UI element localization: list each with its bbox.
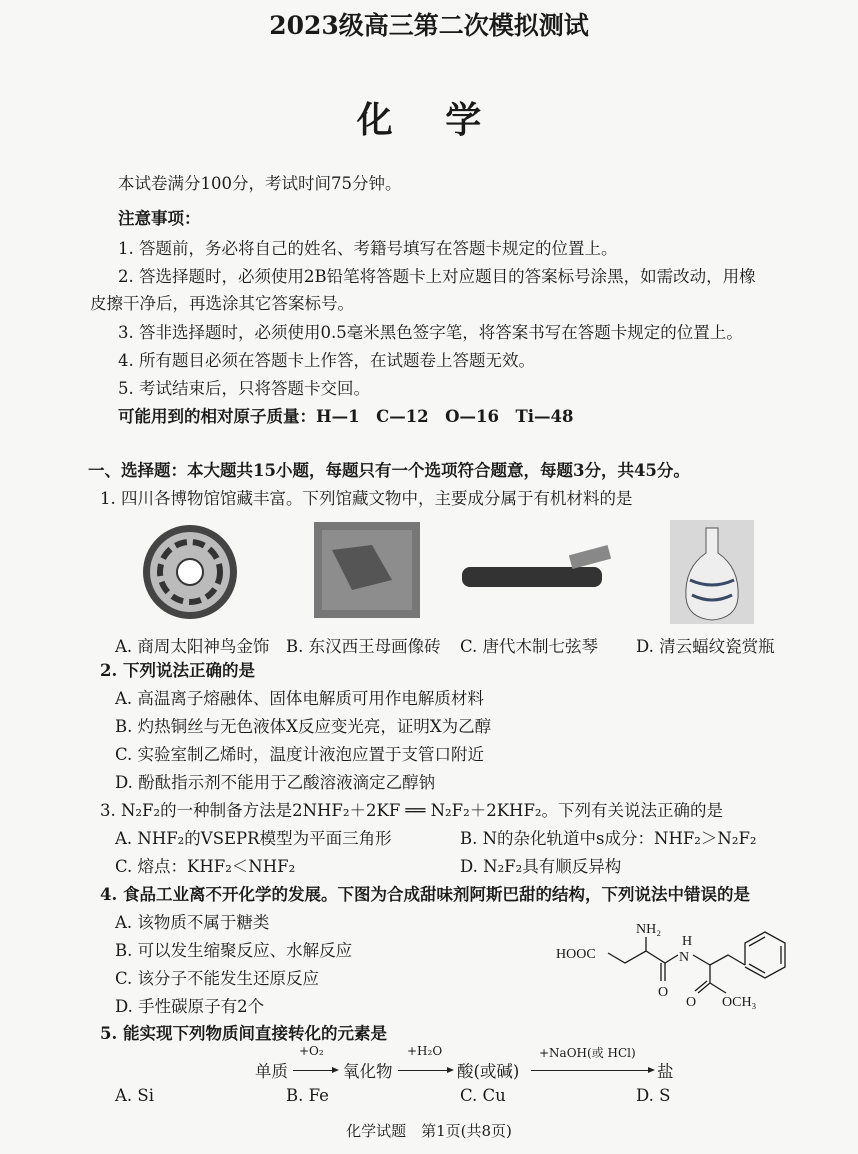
question-stem: 5. 能实现下列物质间直接转化的元素是 bbox=[100, 1024, 387, 1043]
chain-reagent: +H₂O bbox=[407, 1044, 443, 1058]
chain-reagent: +O₂ bbox=[299, 1044, 324, 1058]
option: C. 该分子不能发生还原反应 bbox=[115, 969, 320, 988]
option: B. 可以发生缩聚反应、水解反应 bbox=[115, 941, 353, 960]
option: C. 实验室制乙烯时，温度计液泡应置于支管口附近 bbox=[115, 745, 485, 764]
chain-substance: 氧化物 bbox=[343, 1062, 393, 1081]
option: D. 手性碳原子有2个 bbox=[115, 997, 265, 1016]
note-item: 5. 考试结束后，只将答题卡交回。 bbox=[118, 379, 370, 398]
arrow-icon bbox=[398, 1070, 452, 1071]
page-footer: 化学试题 第1页(共8页) bbox=[346, 1122, 512, 1140]
aspartame-structure bbox=[550, 915, 810, 1025]
sun-bird-gold-image bbox=[140, 522, 240, 622]
option: A. 该物质不属于糖类 bbox=[115, 913, 270, 932]
option: D. S bbox=[636, 1086, 671, 1105]
intro-text: 本试卷满分100分，考试时间75分钟。 bbox=[118, 174, 402, 193]
option: D. N₂F₂具有顺反异构 bbox=[460, 857, 622, 876]
stone-brick-image bbox=[312, 520, 424, 620]
option: D. 酚酞指示剂不能用于乙酸溶液滴定乙醇钠 bbox=[115, 773, 436, 792]
arrow-icon bbox=[293, 1070, 337, 1071]
question-stem: 1. 四川各博物馆馆藏丰富。下列馆藏文物中，主要成分属于有机材料的是 bbox=[100, 489, 633, 508]
option: B. N的杂化轨道中s成分：NHF₂＞N₂F₂ bbox=[460, 829, 757, 848]
exam-title: 2023级高三第二次模拟测试 bbox=[269, 11, 589, 40]
note-item: 4. 所有题目必须在答题卡上作答，在试题卷上答题无效。 bbox=[118, 351, 535, 370]
note-item: 皮擦干净后，再选涂其它答案标号。 bbox=[90, 294, 354, 313]
option: B. 灼热铜丝与无色液体X反应变光亮，证明X为乙醇 bbox=[115, 717, 492, 736]
subject-title: 化 学 bbox=[356, 99, 502, 141]
option: D. 清云蝠纹瓷赏瓶 bbox=[636, 637, 775, 656]
note-item: 1. 答题前，务必将自己的姓名、考籍号填写在答题卡规定的位置上。 bbox=[118, 239, 618, 258]
option: B. Fe bbox=[286, 1086, 329, 1105]
structure-label: O bbox=[686, 995, 697, 1010]
option: C. 熔点：KHF₂＜NHF₂ bbox=[115, 857, 296, 876]
chain-substance: 单质 bbox=[255, 1062, 288, 1081]
option: B. 东汉西王母画像砖 bbox=[286, 637, 441, 656]
note-item: 2. 答选择题时，必须使用2B铅笔将答题卡上对应题目的答案标号涂黑，如需改动，用橡 bbox=[118, 267, 756, 286]
option: A. NHF₂的VSEPR模型为平面三角形 bbox=[115, 829, 392, 848]
question-stem: 3. N₂F₂的一种制备方法是2NHF₂＋2KF ══ N₂F₂＋2KHF₂。下列有关说法正确的是 bbox=[100, 801, 724, 820]
chain-substance: 盐 bbox=[657, 1062, 674, 1081]
option: A. 商周太阳神鸟金饰 bbox=[115, 637, 270, 656]
guqin-image bbox=[460, 545, 615, 595]
option: C. Cu bbox=[460, 1086, 506, 1105]
structure-label: HOOC bbox=[556, 947, 596, 962]
chain-reagent: +NaOH(或 HCl) bbox=[539, 1046, 636, 1060]
note-item: 3. 答非选择题时，必须使用0.5毫米黑色签字笔，将答案书写在答题卡规定的位置上。 bbox=[118, 323, 743, 342]
section-heading: 一、选择题：本大题共15小题，每题只有一个选项符合题意，每题3分，共45分。 bbox=[88, 461, 690, 480]
option: A. Si bbox=[115, 1086, 154, 1105]
structure-label: O bbox=[658, 985, 669, 1000]
structure-label: NH₂ bbox=[636, 922, 662, 937]
structure-label: N bbox=[679, 950, 690, 965]
atomic-mass: 可能用到的相对原子质量：H—1 C—12 O—16 Ti—48 bbox=[118, 407, 574, 426]
porcelain-vase-image bbox=[670, 520, 754, 624]
question-stem: 4. 食品工业离不开化学的发展。下图为合成甜味剂阿斯巴甜的结构，下列说法中错误的是 bbox=[100, 885, 750, 904]
arrow-icon bbox=[531, 1070, 653, 1071]
notes-heading: 注意事项： bbox=[118, 209, 201, 228]
option: A. 高温离子熔融体、固体电解质可用作电解质材料 bbox=[115, 689, 484, 708]
structure-label: OCH₃ bbox=[722, 995, 757, 1010]
chain-substance: 酸(或碱) bbox=[457, 1062, 520, 1081]
question-stem: 2. 下列说法正确的是 bbox=[100, 661, 255, 680]
option: C. 唐代木制七弦琴 bbox=[460, 637, 599, 656]
structure-label: H bbox=[682, 934, 693, 949]
